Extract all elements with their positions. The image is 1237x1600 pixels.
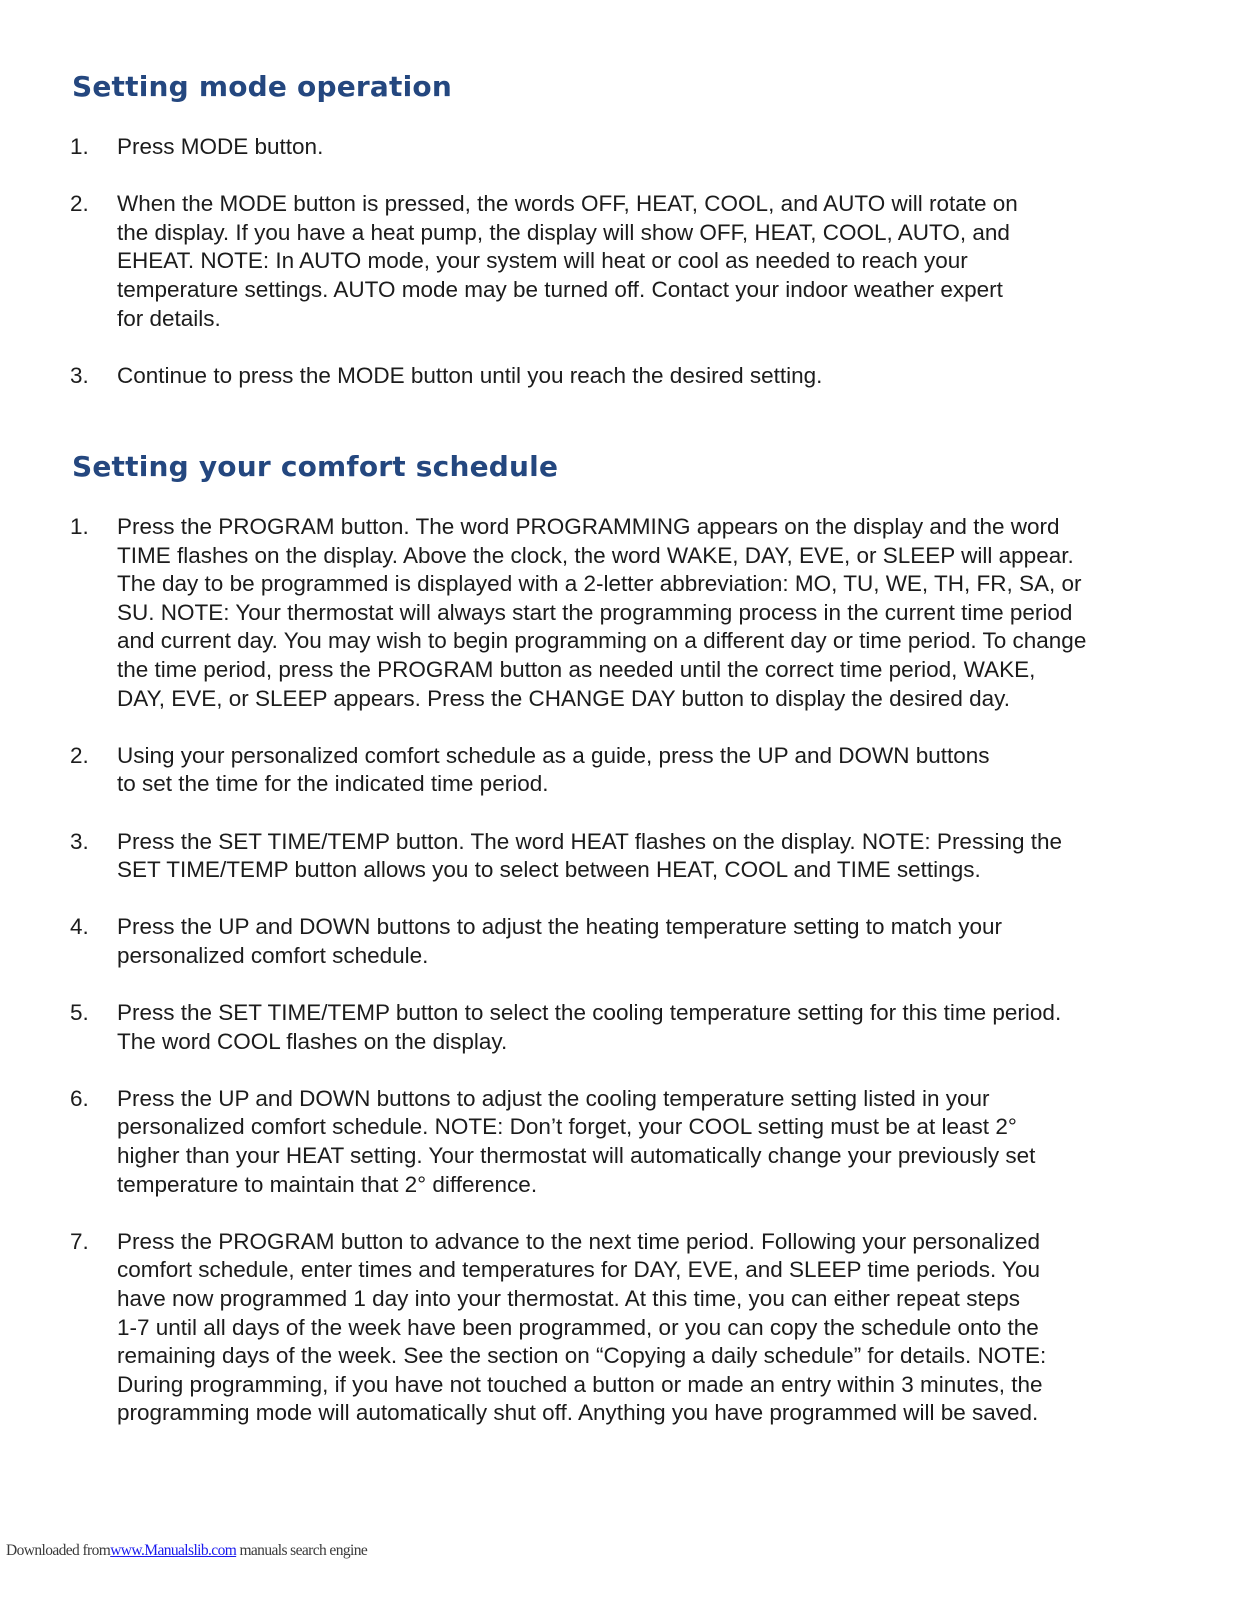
step-text xyxy=(117,999,1147,1056)
step-text-line: During programming, if you have not touched a button or made an entry within 3 minutes, the xyxy=(117,1371,1043,1397)
step-text xyxy=(117,1085,1147,1199)
list-item xyxy=(0,362,1237,391)
step-number: 5. xyxy=(70,1000,89,1026)
list-item xyxy=(0,513,1237,713)
step-text xyxy=(117,742,1147,799)
list-item xyxy=(0,190,1237,333)
step-text-line: the time period, press the PROGRAM button as needed until the correct time period, WAKE, xyxy=(117,656,1036,682)
section-title-comfort-schedule: Setting your comfort schedule xyxy=(72,450,559,483)
step-text xyxy=(117,828,1147,885)
step-text-line: The day to be programmed is displayed with a 2-letter abbreviation: MO, TU, WE, TH, FR, SA, or xyxy=(117,571,1082,597)
list-item xyxy=(0,1228,1237,1428)
step-text-line: EHEAT. NOTE: In AUTO mode, your system will heat or cool as needed to reach your xyxy=(117,248,968,274)
footer-prefix: Downloaded from xyxy=(6,1542,111,1559)
step-text-line: comfort schedule, enter times and temperatures for DAY, EVE, and SLEEP time periods. You xyxy=(117,1257,1041,1283)
step-text-line: personalized comfort schedule. NOTE: Don’t forget, your COOL setting must be at least 2° xyxy=(117,1114,1017,1140)
manualslib-link[interactable]: www.Manualslib.com xyxy=(110,1542,237,1559)
download-footer xyxy=(6,1541,367,1561)
list-item xyxy=(0,742,1237,799)
step-text-line: DAY, EVE, or SLEEP appears. Press the CHANGE DAY button to display the desired day. xyxy=(117,685,1010,711)
step-text-line: Press the UP and DOWN buttons to adjust the heating temperature setting to match your xyxy=(117,914,1003,940)
list-item xyxy=(0,1085,1237,1199)
step-text-line: temperature settings. AUTO mode may be turned off. Contact your indoor weather expert xyxy=(117,276,1003,302)
step-number: 7. xyxy=(70,1228,89,1254)
step-number: 3. xyxy=(70,828,89,854)
step-text-line: the display. If you have a heat pump, the display will show OFF, HEAT, COOL, AUTO, and xyxy=(117,219,1010,245)
step-text-line: Press the PROGRAM button. The word PROGRAMMING appears on the display and the word xyxy=(117,514,1060,539)
step-text-line: Continue to press the MODE button until you reach the desired setting. xyxy=(117,362,823,388)
step-text-line: have now programmed 1 day into your thermostat. At this time, you can either repeat steps xyxy=(117,1286,1020,1312)
step-text-line: and current day. You may wish to begin programming on a different day or time period. To change xyxy=(117,628,1087,654)
step-number: 2. xyxy=(70,742,89,768)
step-text-line: Press the SET TIME/TEMP button. The word HEAT flashes on the display. NOTE: Pressing the xyxy=(117,828,1062,854)
step-text xyxy=(117,133,1147,162)
step-text xyxy=(117,362,1147,391)
step-text-line: Press the SET TIME/TEMP button to select the cooling temperature setting for this time period. xyxy=(117,1000,1062,1026)
step-number: 1. xyxy=(70,134,89,159)
step-text-line: Press the PROGRAM button to advance to the next time period. Following your personalized xyxy=(117,1228,1040,1254)
list-item xyxy=(0,999,1237,1056)
section-title-mode-operation: Setting mode operation xyxy=(72,70,452,103)
step-text-line: personalized comfort schedule. xyxy=(117,942,429,968)
step-text-line: higher than your HEAT setting. Your thermostat will automatically change your previously set xyxy=(117,1143,1036,1169)
step-number: 1. xyxy=(70,514,89,539)
step-text-line: to set the time for the indicated time period. xyxy=(117,771,549,797)
list-item xyxy=(0,913,1237,970)
step-text-line: Press the UP and DOWN buttons to adjust the cooling temperature setting listed in your xyxy=(117,1085,990,1111)
step-text-line: 1-7 until all days of the week have been programmed, or you can copy the schedule onto the xyxy=(117,1314,1039,1340)
mode-operation-steps xyxy=(0,133,1237,419)
step-text-line: temperature to maintain that 2° difference. xyxy=(117,1171,538,1197)
step-number: 3. xyxy=(70,362,89,388)
step-number: 2. xyxy=(70,191,89,217)
step-text xyxy=(117,1228,1147,1428)
list-item xyxy=(0,133,1237,162)
step-text-line: SU. NOTE: Your thermostat will always start the programming process in the current time period xyxy=(117,599,1073,625)
step-text-line: SET TIME/TEMP button allows you to select between HEAT, COOL and TIME settings. xyxy=(117,857,981,883)
step-text-line: The word COOL flashes on the display. xyxy=(117,1028,508,1054)
step-text-line: When the MODE button is pressed, the words OFF, HEAT, COOL, and AUTO will rotate on xyxy=(117,191,1018,217)
step-text xyxy=(117,913,1147,970)
list-item xyxy=(0,828,1237,885)
step-text xyxy=(117,513,1147,713)
step-text-line: Press MODE button. xyxy=(117,134,324,159)
step-text-line: for details. xyxy=(117,305,221,331)
step-text-line: programming mode will automatically shut off. Anything you have programmed will be saved. xyxy=(117,1400,1039,1426)
step-text-line: TIME flashes on the display. Above the clock, the word WAKE, DAY, EVE, or SLEEP will appear. xyxy=(117,542,1074,568)
step-number: 4. xyxy=(70,914,89,940)
comfort-schedule-steps xyxy=(0,513,1237,1457)
footer-suffix: manuals search engine xyxy=(236,1542,368,1559)
step-text-line: Using your personalized comfort schedule as a guide, press the UP and DOWN buttons xyxy=(117,742,990,768)
step-text xyxy=(117,190,1147,333)
step-number: 6. xyxy=(70,1085,89,1111)
step-text-line: remaining days of the week. See the section on “Copying a daily schedule” for details. NOTE: xyxy=(117,1343,1047,1369)
